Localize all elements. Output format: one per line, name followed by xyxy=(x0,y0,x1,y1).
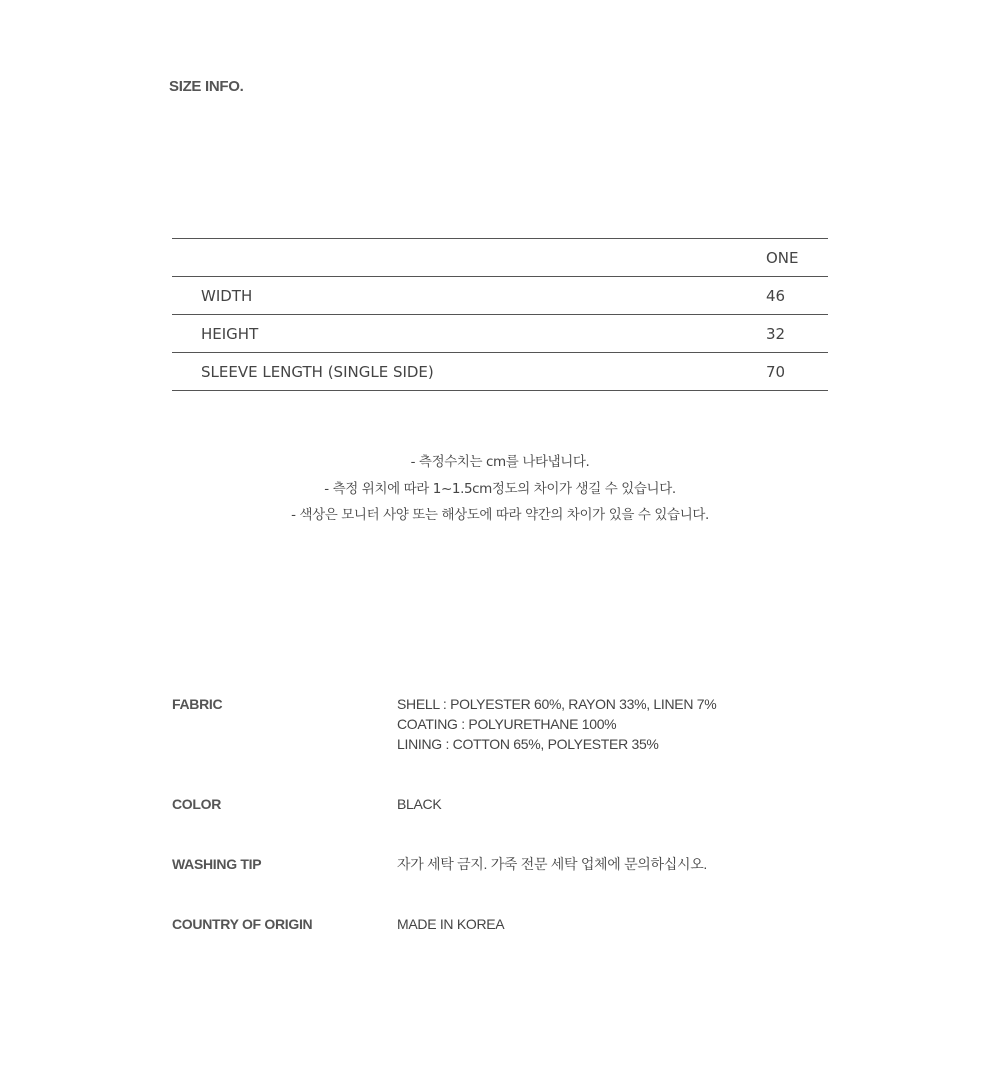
size-header: ONE xyxy=(766,239,828,277)
row-value: 46 xyxy=(766,277,828,315)
fabric-label: FABRIC xyxy=(172,696,223,712)
fabric-line: COATING : POLYURETHANE 100% xyxy=(397,716,617,732)
color-value: BLACK xyxy=(397,796,442,812)
washing-value: 자가 세탁 금지. 가죽 전문 세탁 업체에 문의하십시오. xyxy=(397,856,708,872)
row-label: SLEEVE LENGTH (SINGLE SIDE) xyxy=(172,353,766,391)
note-line: - 색상은 모니터 사양 또는 해상도에 따라 약간의 차이가 있을 수 있습니다. xyxy=(291,507,709,523)
table-row xyxy=(172,277,828,315)
table-header-empty xyxy=(172,239,766,277)
fabric-value xyxy=(397,694,716,754)
row-label: HEIGHT xyxy=(172,315,766,353)
table-row xyxy=(172,353,828,391)
row-label: WIDTH xyxy=(172,277,766,315)
row-value: 70 xyxy=(766,353,828,391)
note-line: - 측정 위치에 따라 1~1.5cm정도의 차이가 생길 수 있습니다. xyxy=(324,480,676,497)
product-info xyxy=(172,694,828,974)
note-line: - 측정수치는 cm를 나타냅니다. xyxy=(410,454,590,470)
origin-value: MADE IN KOREA xyxy=(397,916,505,932)
fabric-line: SHELL : POLYESTER 60%, RAYON 33%, LINEN 7% xyxy=(397,696,717,712)
washing-row xyxy=(172,854,828,874)
washing-label: WASHING TIP xyxy=(172,856,262,872)
fabric-row xyxy=(172,694,828,754)
origin-row xyxy=(172,914,828,934)
color-row xyxy=(172,794,828,814)
origin-label: COUNTRY OF ORIGIN xyxy=(172,916,313,932)
color-label: COLOR xyxy=(172,796,222,812)
fabric-line: LINING : COTTON 65%, POLYESTER 35% xyxy=(397,736,659,752)
section-title: SIZE INFO. xyxy=(169,78,244,95)
table-row xyxy=(172,315,828,353)
size-table xyxy=(172,238,828,391)
row-value: 32 xyxy=(766,315,828,353)
table-header-row xyxy=(172,239,828,277)
measurement-notes xyxy=(0,449,1000,529)
